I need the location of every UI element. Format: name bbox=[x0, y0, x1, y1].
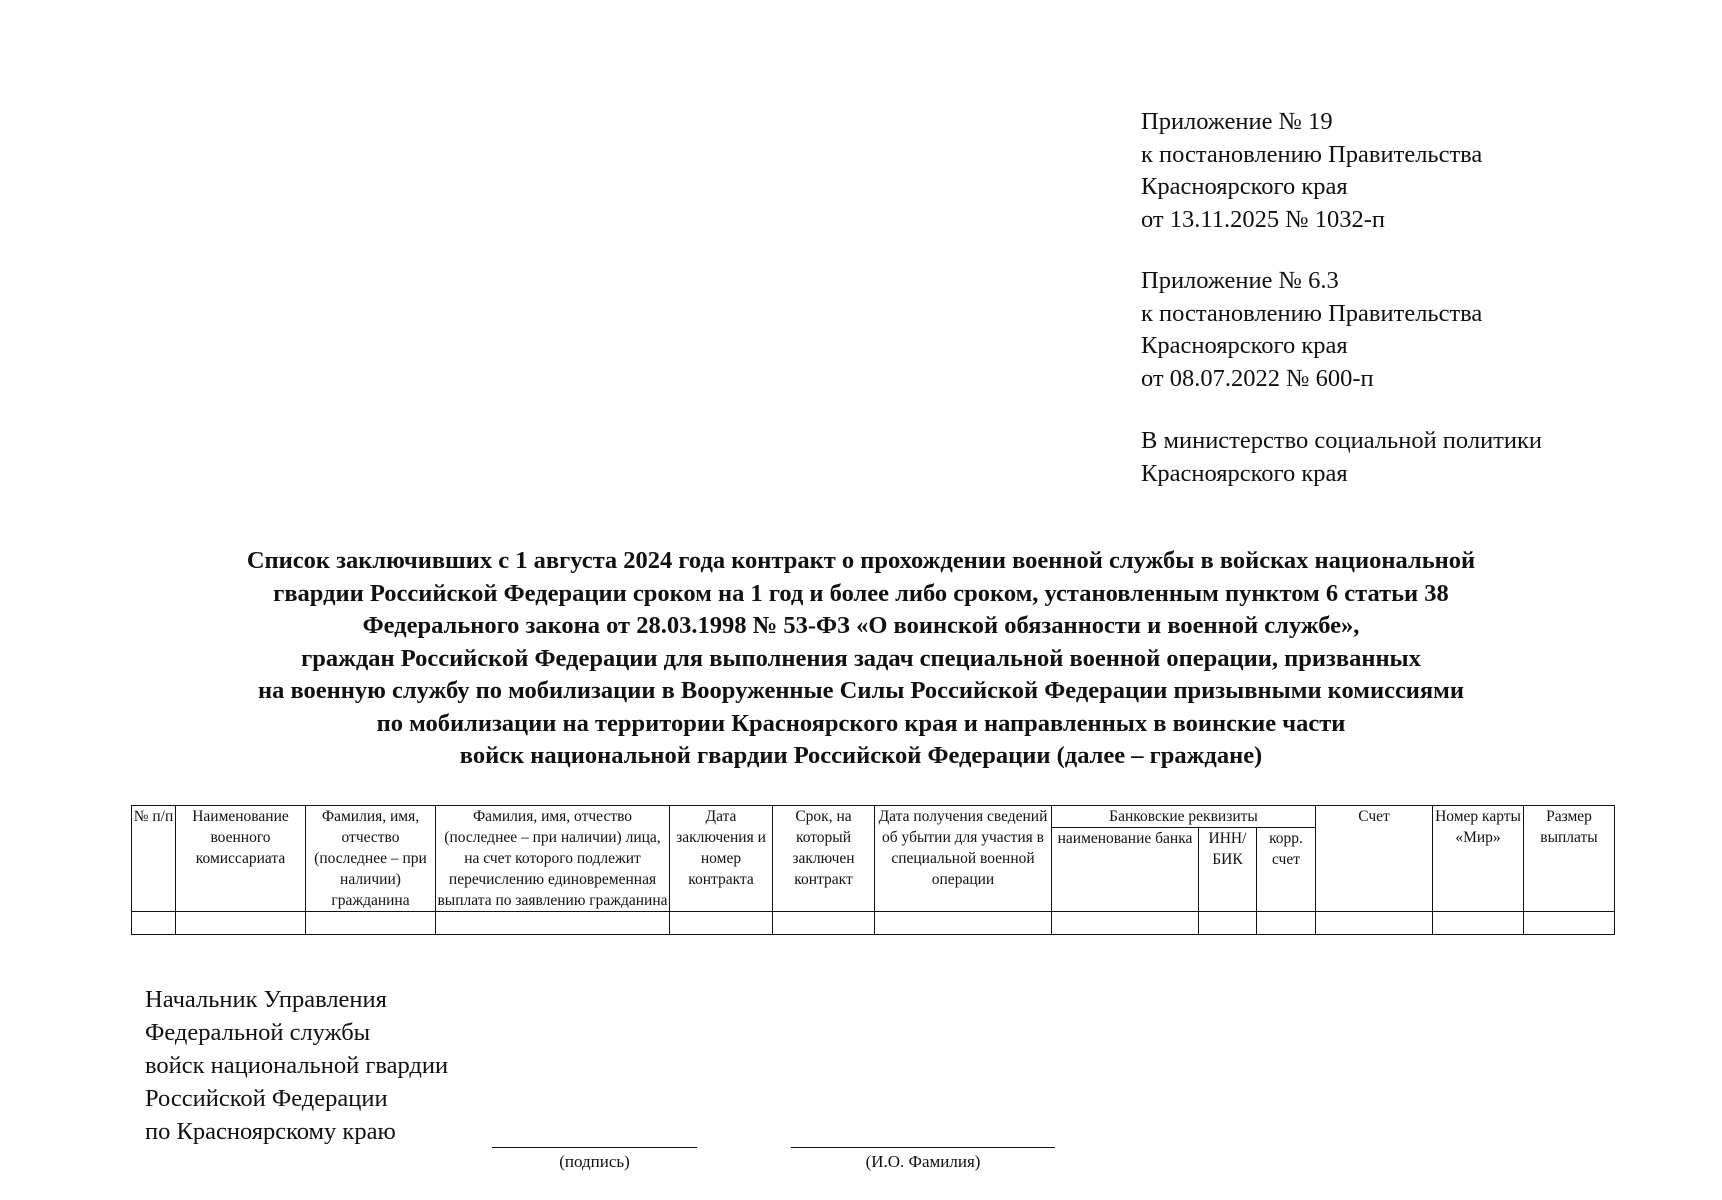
header-payee-name: Фамилия, имя, отчество (последнее – при наличии) лица, на счет которого подлежит перечислению единовременная выплата по заявлению гражданина bbox=[436, 806, 670, 912]
position-line: Федеральной службы bbox=[145, 1019, 371, 1046]
header-mir-card: Номер карты «Мир» bbox=[1433, 806, 1524, 912]
header-commissariat: Наименование военного комиссариата bbox=[176, 806, 306, 912]
addressee-line: В министерство социальной политики bbox=[1141, 427, 1543, 454]
appendix-6-3-line: Красноярского края bbox=[1141, 332, 1348, 359]
title-line: Федерального закона от 28.03.1998 № 53-ФЗ «О воинской обязанности и военной службе», bbox=[362, 612, 1360, 639]
appendix-6-3-line: к постановлению Правительства bbox=[1141, 299, 1483, 327]
appendix-19-block bbox=[1141, 106, 1661, 236]
title-line: гвардии Российской Федерации сроком на 1 год и более либо сроком, установленным пунктом 6 статьи 38 bbox=[273, 579, 1449, 607]
appendix-19-line: Приложение № 19 bbox=[1141, 108, 1333, 135]
addressee-line: Красноярского края bbox=[1141, 459, 1348, 487]
title-line: Список заключивших с 1 августа 2024 года контракт о прохождении военной службы в войсках национальной bbox=[246, 547, 1476, 574]
table-cell bbox=[1524, 912, 1615, 935]
table-cell bbox=[1433, 912, 1524, 935]
table-cell bbox=[176, 912, 306, 935]
title-line: на военную службу по мобилизации в Вооруженные Силы Российской Федерации призывными комиссиями bbox=[257, 677, 1464, 704]
position-line: по Красноярскому краю bbox=[145, 1118, 396, 1145]
table-cell bbox=[1199, 912, 1257, 935]
appendix-19-line: от 13.11.2025 № 1032-п bbox=[1141, 205, 1385, 233]
signature-position-block bbox=[145, 983, 448, 1148]
name-caption: (И.О. Фамилия) bbox=[865, 1152, 981, 1171]
addressee-block bbox=[1141, 425, 1661, 490]
position-line: Начальник Управления bbox=[145, 986, 387, 1013]
appendix-6-3-line: от 08.07.2022 № 600-п bbox=[1141, 364, 1374, 392]
header-num: № п/п bbox=[132, 806, 176, 912]
name-line bbox=[791, 1147, 1055, 1148]
header-payment-amount: Размер выплаты bbox=[1524, 806, 1615, 912]
signature-line bbox=[492, 1147, 697, 1148]
header-account: Счет bbox=[1316, 806, 1433, 912]
title-line: по мобилизации на территории Красноярского края и направленных в воинские части bbox=[376, 709, 1346, 737]
table-cell bbox=[436, 912, 670, 935]
appendix-19-line: к постановлению Правительства bbox=[1141, 140, 1483, 168]
appendix-6-3-line: Приложение № 6.3 bbox=[1141, 267, 1339, 294]
table-row bbox=[132, 912, 1615, 935]
table-cell bbox=[670, 912, 773, 935]
recipients-table bbox=[131, 805, 1615, 935]
header-departure-date: Дата получения сведений об убытии для участия в специальной военной операции bbox=[875, 806, 1052, 912]
appendix-19-line: Красноярского края bbox=[1141, 173, 1348, 200]
table-header-row bbox=[132, 806, 1615, 828]
table-cell bbox=[306, 912, 436, 935]
table-cell bbox=[875, 912, 1052, 935]
position-line: войск национальной гвардии bbox=[145, 1052, 449, 1079]
table-cell bbox=[1052, 912, 1199, 935]
header-inn-bik: ИНН/ БИК bbox=[1199, 828, 1257, 912]
title-line: войск национальной гвардии Российской Федерации (далее – граждане) bbox=[459, 742, 1263, 769]
appendix-6-3-block bbox=[1141, 265, 1661, 395]
header-contract-date: Дата заключения и номер контракта bbox=[670, 806, 773, 912]
header-bank-details: Банковские реквизиты bbox=[1052, 806, 1316, 828]
table-cell bbox=[773, 912, 875, 935]
table-cell bbox=[1316, 912, 1433, 935]
header-bank-name: наименование банка bbox=[1052, 828, 1199, 912]
table-cell bbox=[1257, 912, 1316, 935]
table-cell bbox=[132, 912, 176, 935]
signature-caption: (подпись) bbox=[559, 1152, 630, 1171]
header-citizen-name: Фамилия, имя, отчество (последнее – при наличии) гражданина bbox=[306, 806, 436, 912]
header-corr-account: корр. счет bbox=[1257, 828, 1316, 912]
title-line: граждан Российской Федерации для выполнения задач специальной военной операции, призванных bbox=[301, 644, 1421, 672]
position-line: Российской Федерации bbox=[145, 1085, 388, 1112]
document-title bbox=[100, 545, 1622, 773]
header-contract-term: Срок, на который заключен контракт bbox=[773, 806, 875, 912]
